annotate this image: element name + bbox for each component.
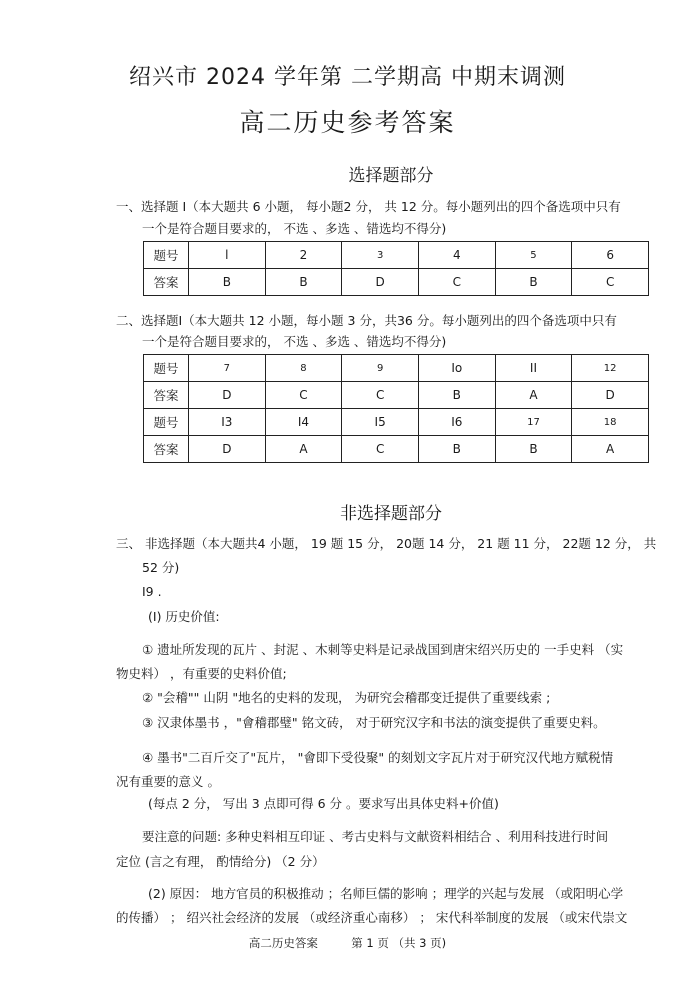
footer-doc-name: 高二历史答案 xyxy=(248,936,318,950)
row-label: 答案 xyxy=(144,436,189,463)
answer-cell: C xyxy=(342,436,419,463)
answer-cell: C xyxy=(418,269,495,296)
point-1-line1: ① 遗址所发现的瓦片 、封泥 、木刺等史料是记录战国到唐宋绍兴历史的 一手史料 （实 xyxy=(142,642,624,657)
choice-section-heading: 选择题部分 xyxy=(348,166,434,186)
question-number: l xyxy=(189,242,266,269)
answer-cell: B xyxy=(189,269,266,296)
question-number: 17 xyxy=(495,409,572,436)
part1-answer-table xyxy=(143,241,649,296)
nonchoice-intro-line1: 三、 非选择题（本大题共4 小题， 19 题 15 分， 20题 14 分， 21 题 11 分， 22题 12 分， 共 xyxy=(116,536,657,551)
subquestion2-line2: 的传播） ； 绍兴社会经济的发展 （或经济重心南移） ； 宋代科举制度的发展 （或宋代崇文 xyxy=(116,910,628,925)
page-footer xyxy=(0,935,695,951)
footer-page-info: 第 1 页 （共 3 页) xyxy=(351,936,447,950)
question-number: 3 xyxy=(342,242,419,269)
answer-cell: D xyxy=(342,269,419,296)
question-number: 18 xyxy=(572,409,649,436)
answer-cell: D xyxy=(189,382,266,409)
question-number: 4 xyxy=(418,242,495,269)
row-label: 答案 xyxy=(144,382,189,409)
question-number: 2 xyxy=(265,242,342,269)
point-1-line2: 物史料） ，有重要的史料价值; xyxy=(116,666,287,681)
table-row xyxy=(144,242,649,269)
question-number: 6 xyxy=(572,242,649,269)
row-label: 题号 xyxy=(144,242,189,269)
table-row xyxy=(144,436,649,463)
attention-note-line1: 要注意的问题: 多种史料相互印证 、考古史料与文献资料相结合 、利用科技进行时间 xyxy=(142,829,609,844)
answer-cell: A xyxy=(572,436,649,463)
question-number: I4 xyxy=(265,409,342,436)
answer-cell: C xyxy=(572,269,649,296)
answer-cell: D xyxy=(189,436,266,463)
part1-instructions-line2: 一个是符合题目要求的， 不选 、多选 、错选均不得分) xyxy=(142,221,447,236)
answer-cell: B xyxy=(418,436,495,463)
part2-instructions-line1: 二、选择题I（本大题共 12 小题，每小题 3 分，共36 分。每小题列出的四个备选项中只有 xyxy=(116,313,617,328)
row-label: 题号 xyxy=(144,355,189,382)
table-row xyxy=(144,409,649,436)
point-4-line1: ④ 墨书"二百斤交了"瓦片， "會即下受役聚" 的刻划文字瓦片对于研究汉代地方赋税情 xyxy=(142,750,614,765)
question-number: 12 xyxy=(572,355,649,382)
question-number: 9 xyxy=(342,355,419,382)
row-label: 答案 xyxy=(144,269,189,296)
answer-cell: B xyxy=(495,436,572,463)
table-row xyxy=(144,269,649,296)
question-number: 8 xyxy=(265,355,342,382)
scoring-note: (每点 2 分， 写出 3 点即可得 6 分 。要求写出具体史料+价值) xyxy=(148,796,499,811)
answer-cell: C xyxy=(265,382,342,409)
question-number: 5 xyxy=(495,242,572,269)
point-3: ③ 汉隶体墨书 ，"會稽郡璧" 铭文砖， 对于研究汉字和书法的演变提供了重要史料。 xyxy=(142,715,606,730)
question-number: Io xyxy=(418,355,495,382)
question-number: II xyxy=(495,355,572,382)
subquestion2-line1: (2) 原因： 地方官员的积极推动 ；名师巨儒的影响 ；理学的兴起与发展 （或阳明心学 xyxy=(148,886,624,901)
question-number: I6 xyxy=(418,409,495,436)
exam-title: 绍兴市 2024 学年第 二学期高 中期末调测 xyxy=(129,65,566,90)
part2-answer-table xyxy=(143,354,649,463)
answer-cell: B xyxy=(265,269,342,296)
subquestion1-title: (I) 历史价值: xyxy=(148,609,220,624)
part2-instructions-line2: 一个是符合题目要求的， 不选 、多选 、错选均不得分) xyxy=(142,334,447,349)
question-number: I3 xyxy=(189,409,266,436)
nonchoice-intro-line2: 52 分) xyxy=(142,560,180,575)
answer-cell: A xyxy=(265,436,342,463)
question-number: I5 xyxy=(342,409,419,436)
answer-cell: D xyxy=(572,382,649,409)
answer-cell: B xyxy=(495,269,572,296)
nonchoice-section-heading: 非选择题部分 xyxy=(340,504,442,524)
table-row xyxy=(144,355,649,382)
point-4-line2: 况有重要的意义 。 xyxy=(116,774,220,789)
question-number-label: I9 . xyxy=(142,584,162,599)
answer-cell: B xyxy=(418,382,495,409)
question-number: 7 xyxy=(189,355,266,382)
part1-instructions-line1: 一、选择题 I（本大题共 6 小题， 每小题2 分， 共 12 分。每小题列出的四个备选项中只有 xyxy=(116,199,621,214)
answer-cell: C xyxy=(342,382,419,409)
document-title: 高二历史参考答案 xyxy=(239,108,456,137)
point-2: ② "会稽"" 山阴 "地名的史料的发现， 为研究会稽郡变迁提供了重要线索 ; xyxy=(142,690,551,705)
row-label: 题号 xyxy=(144,409,189,436)
table-row xyxy=(144,382,649,409)
attention-note-line2: 定位 (言之有理， 酌情给分) （2 分） xyxy=(116,854,325,869)
answer-cell: A xyxy=(495,382,572,409)
